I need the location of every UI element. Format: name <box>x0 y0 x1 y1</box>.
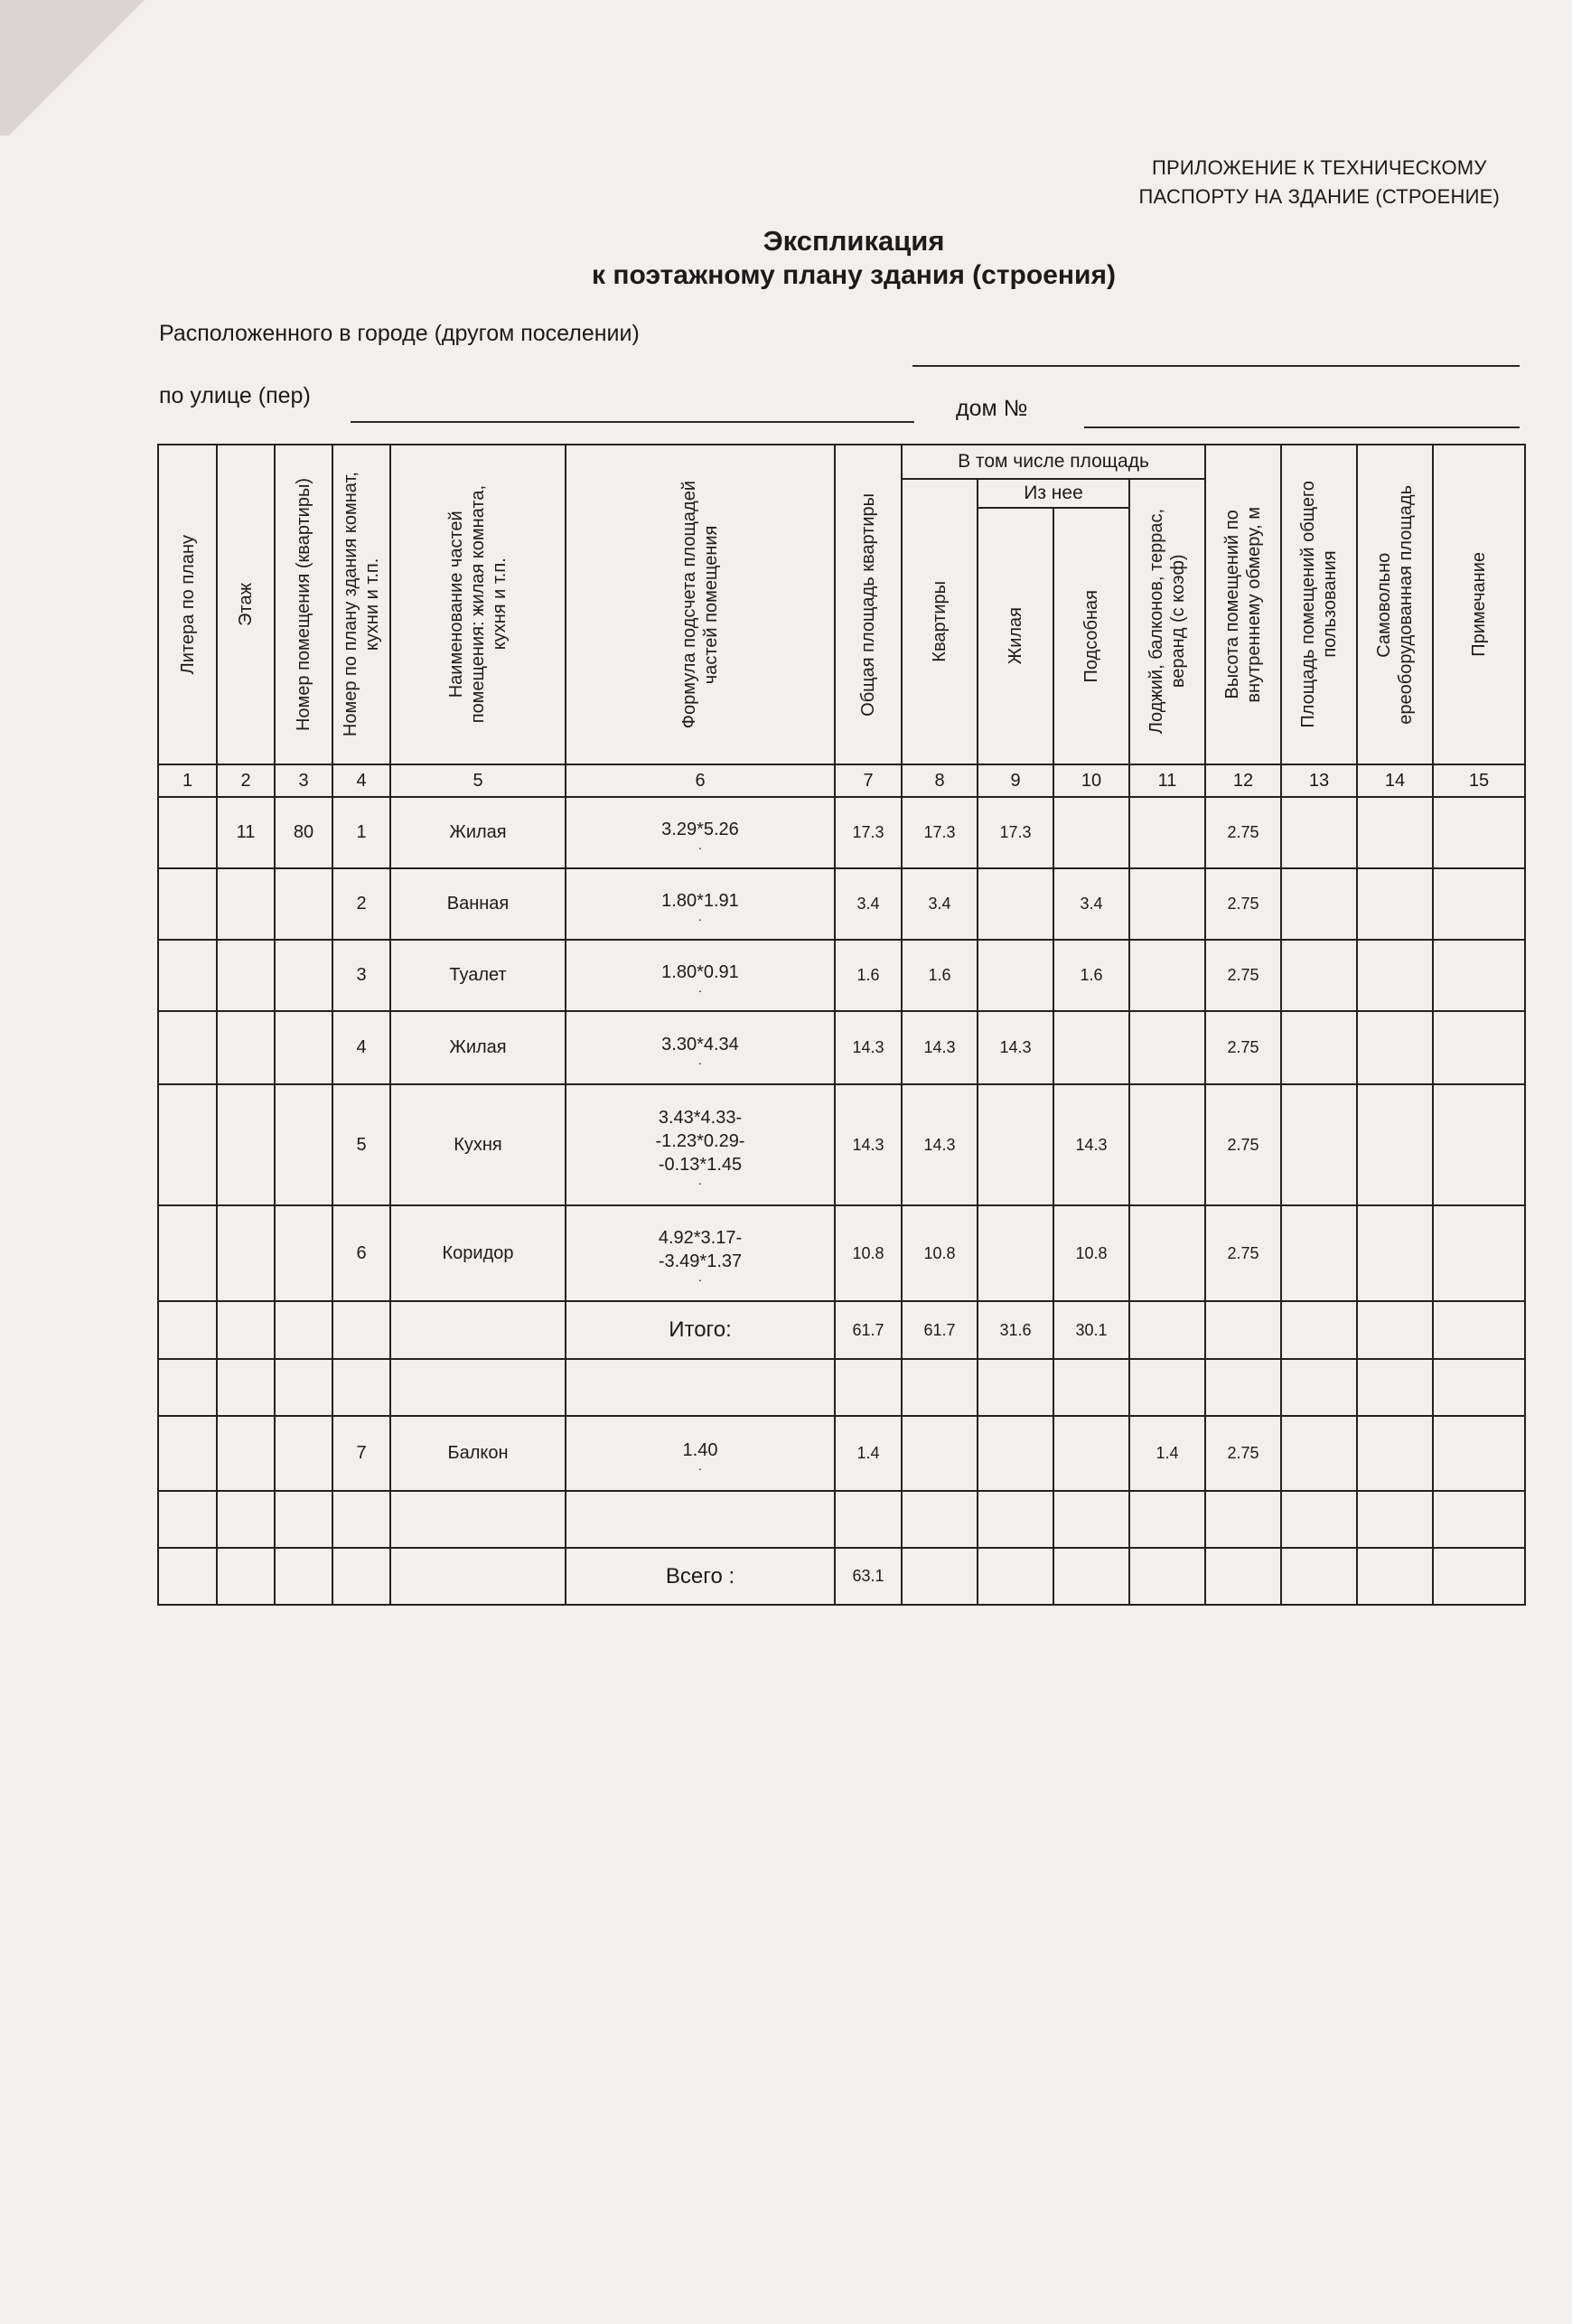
street-label: по улице (пер) <box>159 383 311 408</box>
appendix-note <box>1139 154 1500 211</box>
empty-row <box>158 1359 1525 1416</box>
empty-row <box>158 1491 1525 1548</box>
header-common-area: Площадь помещений общего пользования <box>1281 445 1357 764</box>
document-title <box>0 224 1572 293</box>
header-auxiliary: Подсобная <box>1053 508 1129 764</box>
header-of-which: Из нее <box>978 479 1129 508</box>
subtotal-row: Итого: 61.7 61.7 31.6 30.1 <box>158 1301 1525 1359</box>
appendix-line-1: ПРИЛОЖЕНИЕ К ТЕХНИЧЕСКОМУ <box>1152 156 1487 179</box>
table-row: 6 Коридор 4.92*3.17- -3.49*1.37 . 10.8 10.8 10.8 2.75 <box>158 1205 1525 1301</box>
appendix-line-2: ПАСПОРТУ НА ЗДАНИЕ (СТРОЕНИЕ) <box>1138 185 1500 208</box>
header-including-area: В том числе площадь <box>902 445 1205 479</box>
column-index-row: 1 2 3 4 5 6 7 8 9 10 11 12 13 14 15 <box>158 764 1525 797</box>
header-apartment: Квартиры <box>902 479 978 764</box>
header-part-name: Наименование частей помещения: жилая комната, кухня и т.п. <box>390 445 566 764</box>
table-row: 3 Туалет 1.80*0.91 . 1.6 1.6 1.6 2.75 <box>158 940 1525 1011</box>
title-main: Экспликация <box>763 225 945 257</box>
street-blank-line <box>351 421 914 423</box>
table-row: 5 Кухня 3.43*4.33- -1.23*0.29- -0.13*1.45 . 14.3 14.3 14.3 2.75 <box>158 1084 1525 1205</box>
header-formula: Формула подсчета площадей частей помещения <box>566 445 835 764</box>
header-total-area: Общая площадь квартиры <box>835 445 902 764</box>
table-row: 4 Жилая 3.30*4.34 . 14.3 14.3 14.3 2.75 <box>158 1011 1525 1084</box>
header-room-number: Номер по плану здания комнат, кухни и т.п. <box>332 445 390 764</box>
location-label: Расположенного в городе (другом поселении) <box>159 321 640 346</box>
house-blank-line <box>1084 426 1520 428</box>
header-height: Высота помещений по внутреннему обмеру, м <box>1205 445 1281 764</box>
location-blank-line <box>912 365 1520 367</box>
house-label: дом № <box>956 396 1028 421</box>
table-row: 2 Ванная 1.80*1.91 . 3.4 3.4 3.4 2.75 <box>158 868 1525 940</box>
table-row: 11 80 1 Жилая 3.29*5.26 . 17.3 17.3 17.3 2.75 <box>158 797 1525 868</box>
balcony-row: 7 Балкон 1.40 . 1.4 1.4 2.75 <box>158 1416 1525 1491</box>
header-living: Жилая <box>978 508 1053 764</box>
folded-corner <box>0 0 154 136</box>
title-sub: к поэтажному плану здания (строения) <box>592 260 1116 290</box>
header-unauthorized-area: Самовольно ереоборудованная площадь <box>1357 445 1433 764</box>
total-row: Всего : 63.1 <box>158 1548 1525 1605</box>
header-floor: Этаж <box>217 445 275 764</box>
header-litera: Литера по плану <box>158 445 217 764</box>
header-apartment-number: Номер помещения (квартиры) <box>275 445 332 764</box>
header-loggias: Лоджий, балконов, террас, веранд (с коэф) <box>1129 479 1205 764</box>
header-note: Примечание <box>1433 445 1525 764</box>
explication-table <box>157 444 1526 1606</box>
